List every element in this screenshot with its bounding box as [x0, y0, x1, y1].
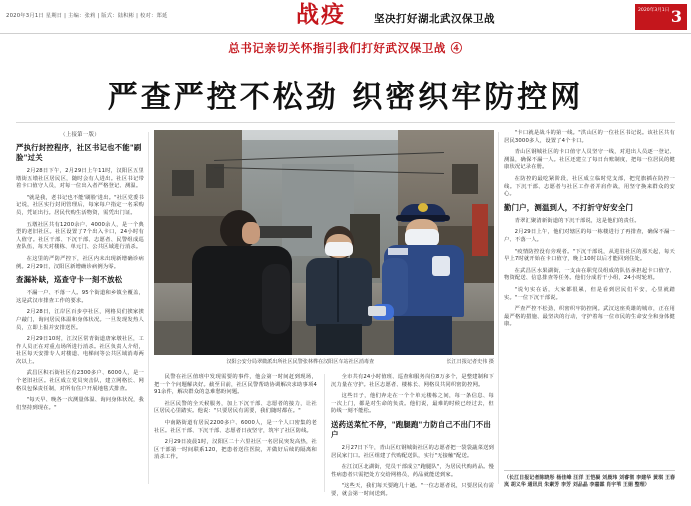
page-number: 3	[670, 7, 682, 26]
paragraph: "每天早、晚各一次测量体温、询问身体状况，我们坚持到现在。"	[16, 397, 144, 411]
news-photo	[154, 130, 494, 355]
photo-block	[154, 130, 494, 366]
paragraph: "这些天，我们每天要跑几十趟。"一位志愿者说，只要居民有需要，就会第一时间送到。	[331, 483, 494, 497]
photo-person-police-officer	[380, 200, 468, 355]
masthead-slogan: 坚决打好湖北武汉保卫战	[374, 13, 495, 25]
paragraph: 不漏一户、不落一人。95个街道和乡镇全覆盖，这是武汉市排查工作的要求。	[16, 290, 144, 304]
paragraph: 在这里的严防严控下，社区内未出现新增确诊病例。2月29日，汉阳区新增确诊病例为零。	[16, 255, 144, 270]
paragraph: 2月29日凌晨1时，汉阳区二十六里社区一名居民突发高热，社区干部第一时间联系120，把患者送往医院，并做好后续的隔离和消杀工作。	[154, 439, 317, 461]
photo-window	[172, 170, 194, 196]
masthead-meta: 2020年3月1日 星期日 | 主编：张莉 | 版式：陆积彬 | 校对：郑延	[6, 13, 168, 19]
paragraph: 青翠汇聚清新街道的下沉干部说，这是他们的责任。	[514, 217, 640, 224]
paragraph: 严查严控不松劲，织密织牢防控网。武汉这座英雄的城市，正在用最严格的措施、最坚决的行动，守护着每一位市民的生命安全和身体健康。	[504, 306, 675, 328]
masthead-date: 2020年3月1日	[638, 8, 670, 13]
paragraph: "疫情防控没有旁观者。"下沉干部说，从进驻社区的那天起，每天早上7时就开始在卡口值守，晚上10时以后才能回到住处。	[504, 248, 675, 263]
paragraph: 2月28日下午，2月29日上午11时，汉阳区五里墩街五墩社区居民区，随时会有人进出。社区书记带着卡口值守人员，对每一位出入者严格登记、测温。	[16, 168, 144, 190]
center-column-b	[331, 374, 494, 503]
paragraph: 2月28日，江岸区百步亭社区，网格员们挨家挨户敲门，询问居民体温和身体状况。一旦发现发热人员，立即上报并安排送医。	[16, 309, 144, 331]
center-subhead: 送药送菜忙不停，"跑腿跑"力防自己不出门不出户	[331, 419, 491, 439]
paragraph: 2月29日上午，他们对辖区的每一栋楼进行了再排查，确保不漏一户、不落一人。	[504, 229, 675, 243]
byline-text: （长江日报记者陈晓彤 杨佳峰 汪洋 王恺凝 刘晨玮 刘睿彻 李建华 黄琪 王春岚 胡义华 通讯员 朱素芳 李芳 刘品晶 李嘉霖 肖宇苇 王娟 整理）	[504, 475, 675, 489]
photo-caption-text: 汉阳公安分局翠微派出所社区民警张林桦在汉阳区车站社区消毒查	[226, 359, 375, 365]
column-divider-right	[498, 132, 499, 484]
byline-footer	[504, 470, 675, 489]
center-column-a	[154, 374, 317, 466]
paragraph: 武昌区积石街社区有2300多户、6000人，是一个老旧社区。社区成立党员突击队，建立网格长、网格员包保责任制，对所有住户开展地毯式排查。	[16, 370, 144, 392]
paragraph: 在武昌区水果湖街，一支由在职党员组成的队伍承担起卡口值守、物资配送、信息排查等任务。他们分成若干小组，24小时轮班。	[504, 267, 675, 282]
photo-person-resident-back	[190, 208, 294, 355]
page-title: 严查严控不松劲 织密织牢防控网	[107, 80, 584, 115]
paragraph: 在江汉区北湖街，党员干部成立"跑腿队"，为居民代购药品。慢性病患者只需把处方交给网格员，药品就能送到家。	[331, 464, 494, 478]
photo-person-masked-resident	[306, 226, 372, 355]
paragraph: 五墩社区共有1200余户、4000余人，是一个典型的老旧社区。社区设置了7个出入卡口，24小时有人值守。社区干部、下沉干部、志愿者、民警组成巡查队伍，每天对楼栋、单元门、公共区域进行消杀。	[16, 221, 144, 251]
kicker-line: 总书记亲切关怀指引我们打好武汉保卫战 ④	[228, 41, 463, 55]
column-divider-left	[148, 132, 149, 484]
paragraph: "就是我，老书记也不能'刷脸'进出。"社区党委书记说，社区实行封闭管理后，每家每户指定一名采购员，凭证出行。居民代购生活物资，需凭出门证。	[16, 194, 144, 216]
paragraph: "说句实在话，大家都很累，但是看到居民们平安，心里就踏实。"一位下沉干部说。	[504, 286, 675, 301]
paragraph: 民警在社区值班中发现需要的事件，他会第一时间赶到现场，把一个个问题解决好。截至目前，社区民警帮助协调解决求助事项491余件，解决群众的急难愁盼问题。	[154, 374, 317, 396]
paragraph: 全市共有24小时值班、巡查和服务岗位8万多个，是整建制和下沉力量在守护。社区志愿者、楼栋长、网格员共同织密防控网。	[331, 374, 494, 388]
paragraph: 2月29日10时，江汉区常青街道唐家墩社区，工作人员正在对重点场所进行消杀。社区负责人介绍，社区每天安排专人对楼道、电梯间等公共区域消毒两次以上。	[16, 336, 144, 365]
masthead-logo: 战疫	[296, 1, 346, 28]
photo-caption	[154, 359, 494, 366]
photo-shop-sign	[472, 204, 488, 256]
paragraph: 在防控的最吃紧阶段，社区成立临时党支部，把党旗插在防控一线。下沉干部、志愿者与社区工作者并肩作战，用坚守换来群众的安心。	[504, 175, 675, 198]
paragraph: "卡口就是战斗的第一线。"洪山区的一位社区书记说。该社区共有居民3000多人，设置了4个卡口。	[504, 130, 675, 144]
right-column	[504, 130, 675, 490]
paragraph: 中南路街道有居民2200多户、6000人，是一个人口密集的老社区。社区干部、下沉干部、志愿者日夜坚守，筑牢了社区防线。	[154, 419, 317, 434]
paragraph: 社区民警的全天候服务，加上下沉干部、志愿者的接力，让社区居民心里踏实。他说："只要居民有需要，我们随时都在。"	[154, 400, 317, 415]
photo-handheld-device	[368, 306, 386, 316]
left-subhead-1: 严执行封控程序，社区书记也不能"刷脸"过关	[16, 143, 142, 162]
masthead	[0, 0, 691, 34]
paragraph: 这些日子，他们奔走在一个个单元楼栋之间，每一条信息、每一次上门，都是对生命的负责。他们说，最难的时候已经过去，但防线一刻不能松。	[331, 393, 494, 415]
photo-credit: 长江日报记者史伟 摄	[446, 359, 494, 365]
paragraph: 2月27日下午，青山区红钢城街社区的志愿者把一袋袋蔬菜送到居民家门口。社区组建了代购配送队，实行"无接触"配送。	[331, 444, 494, 459]
left-column	[16, 130, 144, 490]
center-column	[154, 130, 494, 497]
continuation-note: （上接第一版）	[60, 132, 100, 138]
paragraph: 青山区钢城社区的卡口值守人员坚守一线，对进出人员逐一登记、测温，确保不漏一人。社区还建立了每日台账制度，把每一位居民的健康状况记录在册。	[504, 149, 675, 171]
right-subhead: 勤门户，测温到人，不打折守好安全门	[504, 202, 634, 212]
page-number-badge	[635, 4, 687, 30]
column-divider-center	[324, 374, 325, 492]
photo-window	[452, 164, 478, 194]
left-subhead-2: 查漏补缺，巡查守卡一刻不放松	[16, 275, 123, 285]
divider	[16, 122, 675, 123]
